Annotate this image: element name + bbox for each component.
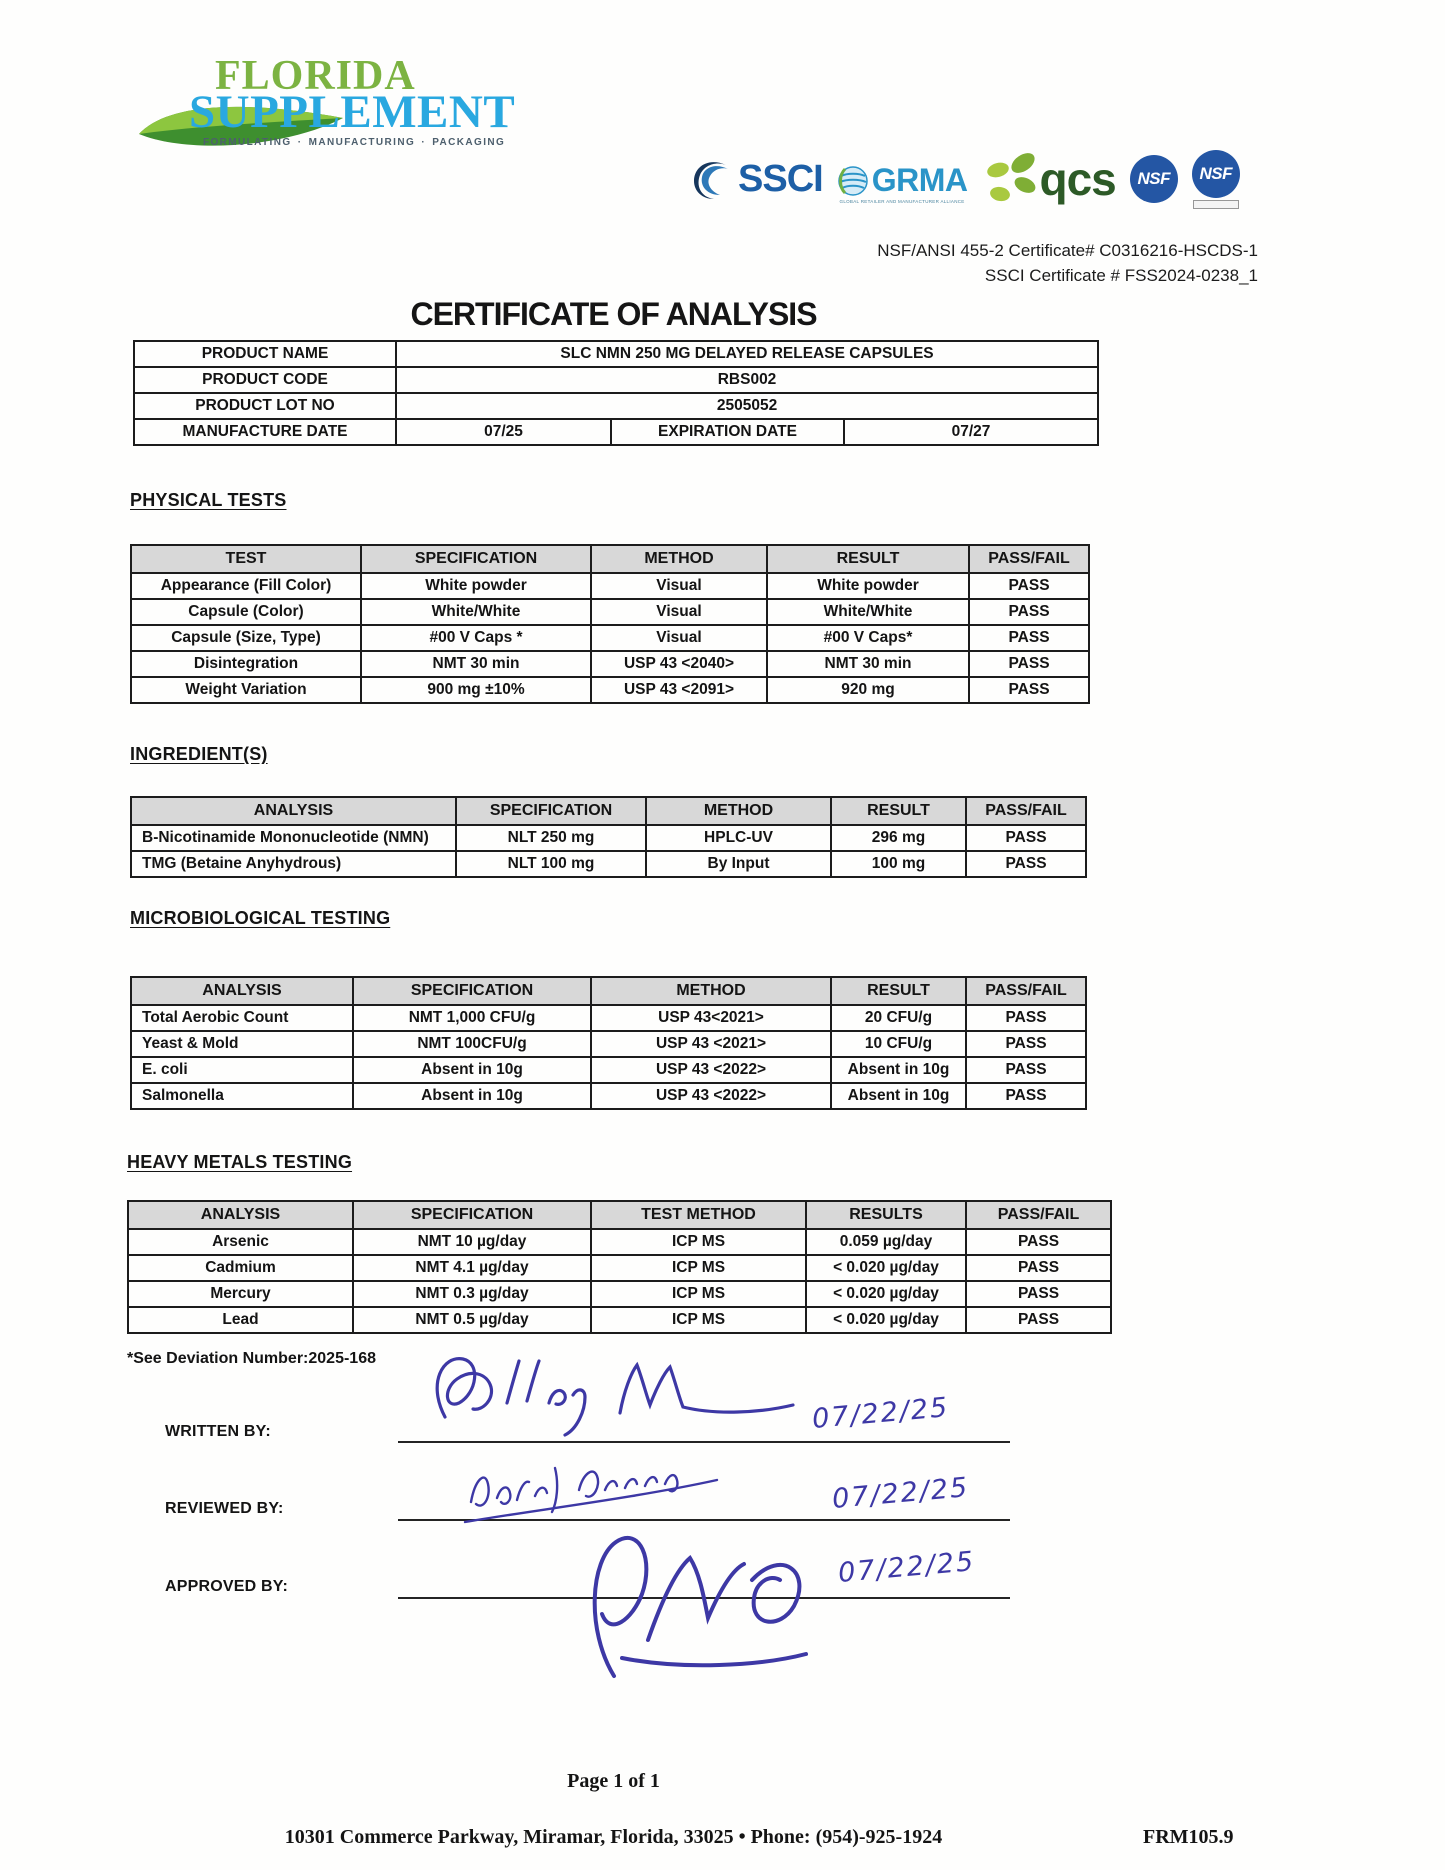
table-row — [128, 1307, 1111, 1333]
table-cell: TMG (Betaine Anyhydrous) — [131, 851, 456, 877]
ssci-logo — [690, 157, 823, 201]
table-row — [134, 419, 1098, 445]
reviewed-by-label: REVIEWED BY: — [165, 1500, 284, 1517]
table-row — [131, 1031, 1086, 1057]
table-cell: NLT 250 mg — [456, 825, 646, 851]
company-address: 10301 Commerce Parkway, Miramar, Florida, 33025 • Phone: (954)-925-1924 — [284, 1826, 943, 1848]
table-cell: USP 43<2021> — [591, 1005, 831, 1031]
physical-tests-table — [130, 544, 1090, 704]
table-cell: Disintegration — [131, 651, 361, 677]
table-cell: Total Aerobic Count — [131, 1005, 353, 1031]
table-cell: PASS — [966, 1255, 1111, 1281]
table-cell: NMT 30 min — [361, 651, 591, 677]
table-cell: Capsule (Color) — [131, 599, 361, 625]
table-cell: PASS — [966, 1083, 1086, 1109]
table-cell: PASS — [969, 651, 1089, 677]
nsf-icon: NSF — [1130, 155, 1178, 203]
table-header-cell: ANALYSIS — [131, 977, 353, 1005]
table-header-cell: PASS/FAIL — [966, 797, 1086, 825]
table-row — [131, 651, 1089, 677]
table-cell: Visual — [591, 573, 767, 599]
table-cell: Lead — [128, 1307, 353, 1333]
deviation-note: *See Deviation Number:2025-168 — [127, 1350, 376, 1367]
heavy-metals-heading: HEAVY METALS TESTING — [127, 1152, 353, 1172]
table-row — [134, 367, 1098, 393]
table-header-row — [131, 545, 1089, 573]
written-by-date: 07/22/25 — [810, 1392, 951, 1435]
certifications-block — [690, 146, 1258, 288]
nsf-certified-logo — [1192, 150, 1240, 209]
table-header-row — [128, 1201, 1111, 1229]
table-cell: NMT 4.1 µg/day — [353, 1255, 591, 1281]
table-cell: Yeast & Mold — [131, 1031, 353, 1057]
certification-logos-row — [690, 146, 1258, 212]
manufacture-date-value: 07/25 — [396, 419, 611, 445]
table-header-cell: ANALYSIS — [128, 1201, 353, 1229]
table-cell: PASS — [966, 1281, 1111, 1307]
ssci-globe-icon — [690, 157, 734, 201]
table-cell: 10 CFU/g — [831, 1031, 966, 1057]
microbiological-heading: MICROBIOLOGICAL TESTING — [130, 908, 391, 928]
table-cell: PASS — [966, 1057, 1086, 1083]
table-cell: 100 mg — [831, 851, 966, 877]
expiration-date-label: EXPIRATION DATE — [611, 419, 844, 445]
grma-globe-icon — [837, 165, 869, 197]
table-header-cell: METHOD — [591, 545, 767, 573]
table-cell: PASS — [969, 599, 1089, 625]
table-cell: NMT 0.5 µg/day — [353, 1307, 591, 1333]
microbiological-table — [130, 976, 1087, 1110]
table-header-cell: ANALYSIS — [131, 797, 456, 825]
table-cell: 296 mg — [831, 825, 966, 851]
form-number: FRM105.9 — [1143, 1826, 1234, 1848]
table-row — [134, 341, 1098, 367]
table-cell: Appearance (Fill Color) — [131, 573, 361, 599]
table-row — [131, 825, 1086, 851]
grma-label: GRMA — [871, 162, 968, 198]
table-cell: Capsule (Size, Type) — [131, 625, 361, 651]
table-cell: Salmonella — [131, 1083, 353, 1109]
table-row — [131, 1083, 1086, 1109]
table-header-cell: TEST METHOD — [591, 1201, 806, 1229]
product-info-table — [133, 340, 1099, 446]
table-cell: < 0.020 µg/day — [806, 1255, 966, 1281]
table-cell: ICP MS — [591, 1255, 806, 1281]
table-cell: NMT 0.3 µg/day — [353, 1281, 591, 1307]
page-number: Page 1 of 1 — [567, 1770, 660, 1792]
table-header-cell: SPECIFICATION — [353, 977, 591, 1005]
table-cell: PASS — [966, 1005, 1086, 1031]
table-row — [128, 1229, 1111, 1255]
table-header-cell: RESULT — [767, 545, 969, 573]
table-cell: Absent in 10g — [831, 1083, 966, 1109]
table-row — [134, 393, 1098, 419]
table-header-cell: RESULTS — [806, 1201, 966, 1229]
table-header-cell: SPECIFICATION — [353, 1201, 591, 1229]
table-cell: Absent in 10g — [353, 1083, 591, 1109]
approved-by-date: 07/22/25 — [836, 1546, 977, 1589]
table-row — [131, 677, 1089, 703]
product-code-value: RBS002 — [396, 367, 1098, 393]
heavy-metals-table — [127, 1200, 1112, 1334]
table-cell: ICP MS — [591, 1229, 806, 1255]
table-cell: Weight Variation — [131, 677, 361, 703]
table-cell: PASS — [966, 825, 1086, 851]
table-cell: USP 43 <2091> — [591, 677, 767, 703]
table-cell: PASS — [966, 1229, 1111, 1255]
table-cell: NMT 30 min — [767, 651, 969, 677]
ssci-certificate-number: SSCI Certificate # FSS2024-0238_1 — [984, 266, 1258, 285]
table-header-cell: RESULT — [831, 977, 966, 1005]
table-cell: #00 V Caps* — [767, 625, 969, 651]
table-cell: Mercury — [128, 1281, 353, 1307]
table-cell: ICP MS — [591, 1281, 806, 1307]
table-cell: NLT 100 mg — [456, 851, 646, 877]
table-cell: PASS — [966, 1031, 1086, 1057]
table-cell: White powder — [361, 573, 591, 599]
written-by-signature — [415, 1345, 805, 1445]
table-cell: 20 CFU/g — [831, 1005, 966, 1031]
table-cell: Visual — [591, 599, 767, 625]
ssci-label: SSCI — [738, 157, 823, 200]
table-cell: E. coli — [131, 1057, 353, 1083]
table-cell: NMT 100CFU/g — [353, 1031, 591, 1057]
table-row — [131, 1057, 1086, 1083]
table-header-row — [131, 977, 1086, 1005]
table-cell: HPLC-UV — [646, 825, 831, 851]
table-row — [128, 1255, 1111, 1281]
expiration-date-value: 07/27 — [844, 419, 1098, 445]
table-cell: Absent in 10g — [353, 1057, 591, 1083]
table-cell: PASS — [966, 1307, 1111, 1333]
table-cell: Cadmium — [128, 1255, 353, 1281]
qcs-logo — [985, 152, 1115, 206]
table-header-cell: SPECIFICATION — [456, 797, 646, 825]
table-header-cell: SPECIFICATION — [361, 545, 591, 573]
table-cell: ICP MS — [591, 1307, 806, 1333]
approved-by-label: APPROVED BY: — [165, 1578, 289, 1595]
grma-logo — [837, 162, 968, 204]
table-cell: PASS — [969, 625, 1089, 651]
reviewed-by-date: 07/22/25 — [830, 1472, 971, 1515]
company-logo — [143, 53, 563, 148]
table-header-cell: METHOD — [591, 977, 831, 1005]
table-header-cell: PASS/FAIL — [969, 545, 1089, 573]
table-cell: NMT 10 µg/day — [353, 1229, 591, 1255]
table-cell: 900 mg ±10% — [361, 677, 591, 703]
qcs-leaves-icon — [985, 152, 1043, 206]
table-row — [131, 573, 1089, 599]
table-row — [128, 1281, 1111, 1307]
table-row — [131, 1005, 1086, 1031]
table-cell: USP 43 <2040> — [591, 651, 767, 677]
table-cell: PASS — [966, 851, 1086, 877]
table-cell: PASS — [969, 677, 1089, 703]
table-cell: NMT 1,000 CFU/g — [353, 1005, 591, 1031]
table-cell: By Input — [646, 851, 831, 877]
table-cell: Visual — [591, 625, 767, 651]
table-cell: Absent in 10g — [831, 1057, 966, 1083]
table-header-row — [131, 797, 1086, 825]
table-cell: White powder — [767, 573, 969, 599]
table-row — [131, 599, 1089, 625]
table-cell: #00 V Caps * — [361, 625, 591, 651]
table-cell: White/White — [361, 599, 591, 625]
table-cell: USP 43 <2022> — [591, 1057, 831, 1083]
page-title: CERTIFICATE OF ANALYSIS — [410, 296, 817, 332]
table-header-cell: PASS/FAIL — [966, 1201, 1111, 1229]
certificate-numbers — [690, 238, 1258, 288]
table-cell: White/White — [767, 599, 969, 625]
table-cell: PASS — [969, 573, 1089, 599]
nsf-certification-box — [1193, 200, 1239, 209]
logo-text-supplement: SUPPLEMENT — [189, 86, 516, 138]
table-cell: Arsenic — [128, 1229, 353, 1255]
table-cell: B-Nicotinamide Mononucleotide (NMN) — [131, 825, 456, 851]
table-cell: < 0.020 µg/day — [806, 1307, 966, 1333]
table-cell: 920 mg — [767, 677, 969, 703]
nsf-certificate-number: NSF/ANSI 455-2 Certificate# C0316216-HSCDS-1 — [877, 241, 1258, 260]
table-header-cell: RESULT — [831, 797, 966, 825]
table-header-cell: PASS/FAIL — [966, 977, 1086, 1005]
product-lot-label: PRODUCT LOT NO — [134, 393, 396, 419]
product-code-label: PRODUCT CODE — [134, 367, 396, 393]
approved-by-signature — [548, 1518, 818, 1688]
grma-tagline: GLOBAL RETAILER AND MANUFACTURER ALLIANCE — [839, 199, 965, 204]
product-lot-value: 2505052 — [396, 393, 1098, 419]
table-cell: 0.059 µg/day — [806, 1229, 966, 1255]
qcs-label: qcs — [1039, 153, 1116, 205]
manufacture-date-label: MANUFACTURE DATE — [134, 419, 396, 445]
table-cell: USP 43 <2021> — [591, 1031, 831, 1057]
product-name-value: SLC NMN 250 MG DELAYED RELEASE CAPSULES — [396, 341, 1098, 367]
logo-text-florida: FLORIDA — [215, 53, 416, 99]
nsf-icon: NSF — [1192, 150, 1240, 198]
logo-tagline: FORMULATING · MANUFACTURING · PACKAGING — [203, 137, 506, 148]
written-by-label: WRITTEN BY: — [165, 1423, 271, 1440]
table-cell: < 0.020 µg/day — [806, 1281, 966, 1307]
physical-tests-heading: PHYSICAL TESTS — [130, 490, 287, 510]
ingredients-table — [130, 796, 1087, 878]
table-row — [131, 851, 1086, 877]
table-cell: USP 43 <2022> — [591, 1083, 831, 1109]
table-row — [131, 625, 1089, 651]
ingredients-heading: INGREDIENT(S) — [130, 744, 268, 764]
table-header-cell: METHOD — [646, 797, 831, 825]
table-header-cell: TEST — [131, 545, 361, 573]
product-name-label: PRODUCT NAME — [134, 341, 396, 367]
